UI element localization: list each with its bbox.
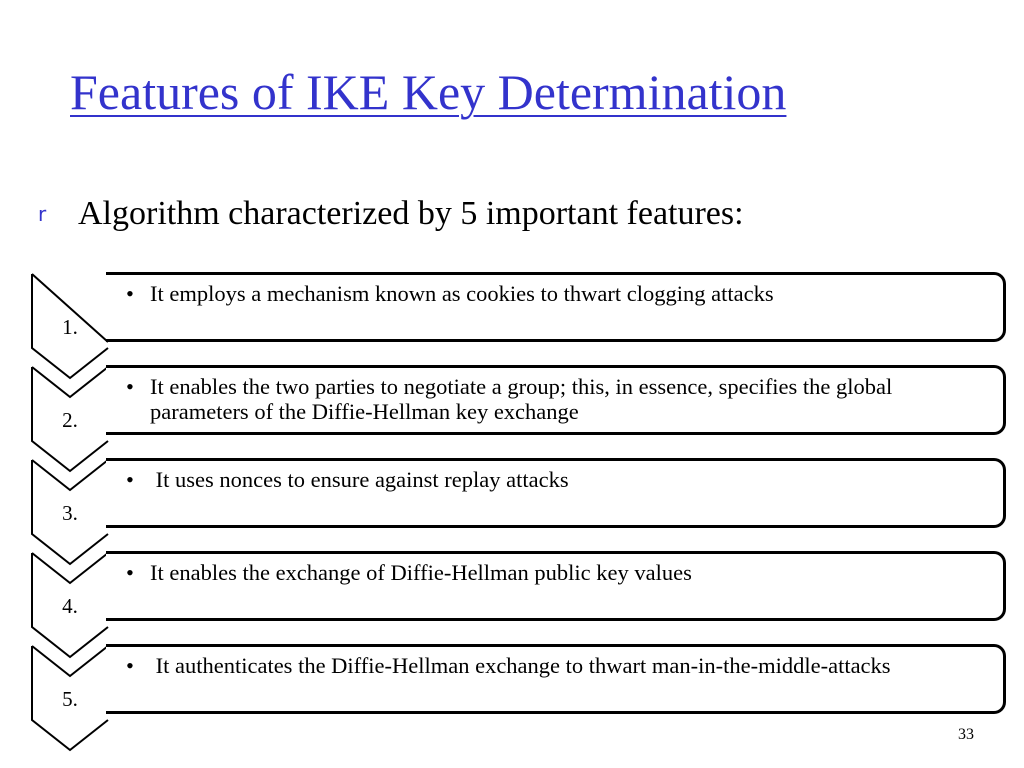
feature-text-1: It employs a mechanism known as cookies to thwart clogging attacks [150,281,774,306]
intro-text: Algorithm characterized by 5 important features: [78,195,744,232]
feature-number-3: 3. [62,501,78,525]
feature-box-3 [106,458,1006,528]
list-dot: • [126,653,134,678]
bullet-marker: r [38,202,47,226]
list-dot: • [126,560,134,585]
page-number: 33 [958,726,974,743]
feature-text-3: It uses nonces to ensure against replay attacks [150,467,569,492]
feature-number-4: 4. [62,594,78,618]
feature-box-5 [106,644,1006,714]
feature-box-4 [106,551,1006,621]
list-dot: • [126,281,134,306]
list-dot: • [126,374,134,399]
feature-number-1: 1. [62,315,78,339]
feature-text-4: It enables the exchange of Diffie-Hellman public key values [150,560,692,585]
feature-text-5: It authenticates the Diffie-Hellman exchange to thwart man-in-the-middle-attacks [150,653,891,678]
intro-bullet [38,192,744,236]
feature-box-1 [106,272,1006,342]
slide-title: Features of IKE Key Determination [70,64,787,120]
feature-text-2: It enables the two parties to negotiate a group; this, in essence, specifies the global parameters of the Diffie-Hellman key exchange [150,374,893,424]
list-dot: • [126,467,134,492]
feature-number-5: 5. [62,687,78,711]
feature-box-2 [106,365,1006,435]
feature-number-2: 2. [62,408,78,432]
